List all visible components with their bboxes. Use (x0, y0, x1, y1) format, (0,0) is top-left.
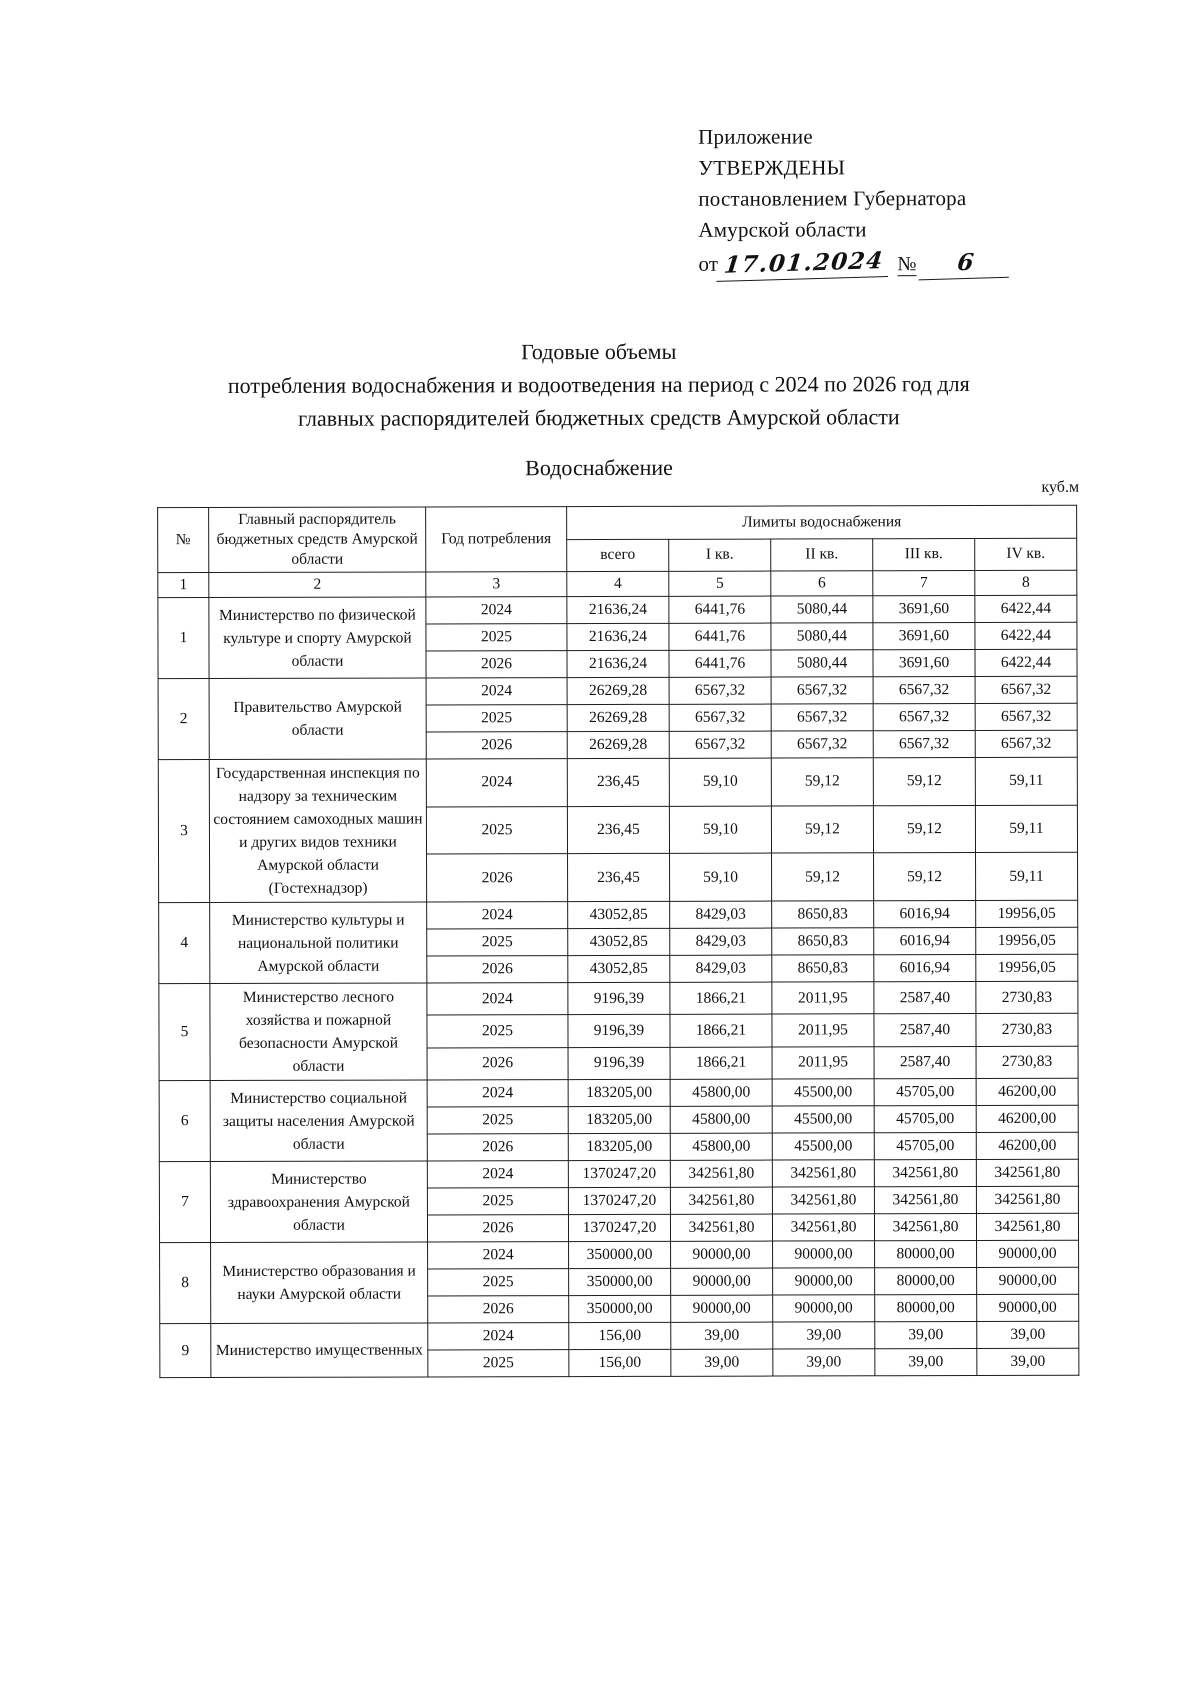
cell-q3: 6016,94 (874, 901, 976, 928)
cell-q2: 39,00 (773, 1322, 875, 1349)
cell-total: 26269,28 (567, 677, 669, 704)
cell-total: 43052,85 (568, 928, 670, 955)
cell-q4: 6422,44 (975, 622, 1077, 649)
cell-q2: 45500,00 (772, 1079, 874, 1106)
cell-q3: 45705,00 (874, 1106, 976, 1133)
row-index: 5 (159, 984, 210, 1081)
cell-q3: 6567,32 (873, 731, 975, 758)
cell-total: 236,45 (567, 758, 669, 806)
cell-year: 2024 (427, 983, 568, 1016)
cell-q2: 5080,44 (771, 596, 873, 623)
cell-total: 43052,85 (568, 901, 670, 928)
cell-year: 2024 (426, 759, 567, 807)
cell-q4: 6567,32 (975, 730, 1077, 757)
section-subtitle: Водоснабжение (525, 454, 673, 481)
cell-year: 2026 (427, 956, 568, 983)
cell-year: 2024 (428, 1323, 569, 1350)
cell-q1: 39,00 (671, 1322, 773, 1349)
colnum-1: 1 (158, 573, 209, 598)
cell-q4: 19956,05 (976, 900, 1078, 927)
approval-line-1: Приложение (698, 124, 813, 149)
cell-q1: 6567,32 (669, 731, 771, 758)
cell-total: 9196,39 (568, 1047, 670, 1080)
header-organization: Главный распорядитель бюджетных средств Амурской области (209, 507, 426, 573)
colnum-2: 2 (209, 572, 426, 598)
cell-total: 21636,24 (567, 623, 669, 650)
cell-total: 236,45 (567, 806, 669, 854)
cell-q4: 90000,00 (977, 1267, 1079, 1294)
cell-q2: 39,00 (773, 1349, 875, 1376)
cell-total: 350000,00 (569, 1268, 671, 1295)
cell-q4: 6422,44 (975, 649, 1077, 676)
cell-year: 2025 (427, 1015, 568, 1048)
cell-year: 2024 (427, 1080, 568, 1107)
organization-name: Министерство культуры и национальной политики Амурской области (210, 902, 427, 984)
cell-total: 21636,24 (567, 596, 669, 623)
header-q3: III кв. (873, 538, 975, 571)
cell-year: 2025 (426, 624, 567, 651)
water-supply-table (157, 505, 1079, 1378)
cell-year: 2025 (427, 1107, 568, 1134)
cell-q1: 90000,00 (671, 1241, 773, 1268)
cell-total: 1370247,20 (568, 1160, 670, 1187)
header-q4: IV кв. (975, 538, 1077, 571)
cell-q2: 342561,80 (772, 1187, 874, 1214)
cell-q3: 6567,32 (873, 677, 975, 704)
cell-q4: 6567,32 (975, 676, 1077, 703)
cell-q1: 8429,03 (670, 901, 772, 928)
cell-total: 43052,85 (568, 955, 670, 982)
row-index: 1 (158, 598, 209, 679)
cell-q3: 59,12 (873, 758, 975, 806)
cell-year: 2025 (428, 1269, 569, 1296)
table-row (158, 757, 1077, 807)
table-row (160, 1240, 1079, 1269)
organization-name: Министерство по физической культуре и спорту Амурской области (209, 597, 426, 679)
cell-year: 2024 (426, 597, 567, 624)
header-q1: I кв. (669, 539, 771, 572)
cell-total: 26269,28 (567, 704, 669, 731)
approval-line-2: УТВЕРЖДЕНЫ (698, 155, 846, 180)
cell-year: 2026 (427, 1215, 568, 1242)
cell-q3: 80000,00 (875, 1268, 977, 1295)
cell-q1: 8429,03 (670, 955, 772, 982)
cell-year: 2026 (427, 854, 568, 902)
cell-year: 2026 (428, 1296, 569, 1323)
cell-total: 350000,00 (569, 1241, 671, 1268)
water-supply-table-wrapper (157, 505, 1079, 1378)
table-header (158, 505, 1077, 597)
title-line-2: потребления водоснабжения и водоотведения на период с 2024 по 2026 год для (227, 371, 970, 398)
table-column-numbers-row (158, 570, 1077, 597)
cell-q3: 2587,40 (874, 1014, 976, 1047)
cell-total: 350000,00 (569, 1295, 671, 1322)
cell-q1: 6441,76 (669, 623, 771, 650)
organization-name: Правительство Амурской области (209, 678, 426, 760)
row-index: 6 (159, 1081, 210, 1162)
cell-total: 9196,39 (568, 982, 670, 1015)
cell-q3: 6016,94 (874, 928, 976, 955)
cell-total: 1370247,20 (568, 1214, 670, 1241)
cell-total: 9196,39 (568, 1015, 670, 1048)
cell-year: 2025 (426, 705, 567, 732)
table-body (158, 595, 1079, 1377)
table-row (158, 595, 1077, 624)
cell-q2: 342561,80 (772, 1214, 874, 1241)
cell-q1: 45800,00 (670, 1106, 772, 1133)
cell-q3: 2587,40 (874, 1046, 976, 1079)
cell-total: 183205,00 (568, 1079, 670, 1106)
cell-q4: 19956,05 (976, 954, 1078, 981)
cell-q3: 45705,00 (874, 1133, 976, 1160)
cell-q1: 6441,76 (669, 596, 771, 623)
cell-q2: 90000,00 (773, 1241, 875, 1268)
organization-name: Министерство образования и науки Амурской области (211, 1242, 428, 1324)
cell-q3: 80000,00 (875, 1241, 977, 1268)
cell-q4: 46200,00 (976, 1132, 1078, 1159)
cell-total: 183205,00 (568, 1106, 670, 1133)
number-label: № (897, 253, 917, 276)
cell-year: 2025 (427, 929, 568, 956)
approval-line-4: Амурской области (698, 217, 867, 242)
cell-q1: 59,10 (669, 758, 771, 806)
header-total: всего (567, 539, 669, 572)
organization-name: Министерство здравоохранения Амурской области (210, 1161, 427, 1243)
cell-q2: 90000,00 (773, 1268, 875, 1295)
cell-q3: 6567,32 (873, 704, 975, 731)
approval-line-3: постановлением Губернатора (698, 186, 967, 211)
from-label: от (698, 251, 719, 276)
cell-q4: 90000,00 (977, 1294, 1079, 1321)
cell-q2: 6567,32 (771, 704, 873, 731)
cell-q4: 39,00 (977, 1321, 1079, 1348)
organization-name: Министерство лесного хозяйства и пожарной безопасности Амурской области (210, 983, 427, 1081)
cell-q3: 3691,60 (873, 650, 975, 677)
cell-q3: 3691,60 (873, 623, 975, 650)
cell-total: 236,45 (568, 854, 670, 902)
cell-q4: 6567,32 (975, 703, 1077, 730)
cell-q1: 1866,21 (670, 1014, 772, 1047)
organization-name: Государственная инспекция по надзору за техническим состоянием самоходных машин и других видов техники Амурской области (Гостехнадзор) (209, 759, 426, 903)
cell-q1: 6567,32 (669, 704, 771, 731)
handwritten-number: 6 (919, 246, 1013, 281)
cell-q3: 59,12 (873, 805, 975, 853)
row-index: 8 (160, 1243, 211, 1324)
cell-q4: 342561,80 (976, 1186, 1078, 1213)
header-number: № (158, 508, 209, 573)
cell-q1: 45800,00 (670, 1079, 772, 1106)
cell-q1: 342561,80 (670, 1187, 772, 1214)
colnum-4: 4 (567, 571, 669, 596)
cell-year: 2024 (426, 678, 567, 705)
cell-q2: 5080,44 (771, 650, 873, 677)
cell-q4: 342561,80 (976, 1213, 1078, 1240)
cell-q1: 90000,00 (671, 1268, 773, 1295)
row-index: 3 (158, 760, 209, 903)
cell-q4: 59,11 (975, 805, 1077, 853)
cell-q2: 8650,83 (772, 901, 874, 928)
approval-header (698, 121, 1118, 281)
document-title (0, 333, 1199, 435)
cell-q3: 342561,80 (874, 1187, 976, 1214)
cell-year: 2026 (426, 732, 567, 759)
colnum-7: 7 (873, 571, 975, 596)
cell-q2: 6567,32 (771, 731, 873, 758)
colnum-5: 5 (669, 571, 771, 596)
cell-q1: 45800,00 (670, 1133, 772, 1160)
cell-q3: 342561,80 (874, 1160, 976, 1187)
cell-q1: 6567,32 (669, 677, 771, 704)
cell-q2: 2011,95 (772, 982, 874, 1015)
cell-year: 2026 (427, 1047, 568, 1080)
cell-q2: 2011,95 (772, 1014, 874, 1047)
cell-q1: 342561,80 (670, 1214, 772, 1241)
handwritten-date: 17.01.2024 (716, 245, 891, 282)
row-index: 7 (159, 1162, 210, 1243)
cell-q2: 2011,95 (772, 1046, 874, 1079)
cell-q4: 19956,05 (976, 927, 1078, 954)
header-limits-group: Лимиты водоснабжения (567, 505, 1077, 539)
row-index: 9 (160, 1324, 211, 1378)
cell-q2: 5080,44 (771, 623, 873, 650)
cell-q1: 1866,21 (670, 982, 772, 1015)
cell-q1: 8429,03 (670, 928, 772, 955)
table-row (159, 900, 1078, 929)
cell-year: 2025 (426, 806, 567, 854)
organization-name: Министерство социальной защиты населения Амурской области (210, 1080, 427, 1162)
cell-q4: 2730,83 (976, 1014, 1078, 1047)
cell-total: 156,00 (569, 1349, 671, 1376)
title-line-1: Годовые объемы (521, 338, 677, 365)
cell-year: 2024 (427, 1161, 568, 1188)
cell-q2: 8650,83 (772, 928, 874, 955)
cell-q4: 46200,00 (976, 1105, 1078, 1132)
cell-q4: 90000,00 (977, 1240, 1079, 1267)
cell-q3: 6016,94 (874, 955, 976, 982)
cell-q2: 59,12 (771, 758, 873, 806)
cell-q2: 90000,00 (773, 1295, 875, 1322)
cell-year: 2025 (427, 1188, 568, 1215)
row-index: 4 (159, 903, 210, 984)
cell-q3: 342561,80 (874, 1214, 976, 1241)
title-line-3: главных распорядителей бюджетных средств Амурской области (298, 404, 900, 431)
colnum-8: 8 (975, 570, 1077, 595)
cell-year: 2026 (426, 651, 567, 678)
cell-year: 2025 (428, 1350, 569, 1377)
table-header-row-1 (158, 505, 1077, 540)
cell-q1: 6441,76 (669, 650, 771, 677)
cell-q3: 45705,00 (874, 1079, 976, 1106)
cell-q3: 59,12 (874, 853, 976, 901)
cell-q2: 6567,32 (771, 677, 873, 704)
cell-q4: 39,00 (977, 1348, 1079, 1375)
row-index: 2 (158, 679, 209, 760)
table-row (159, 1159, 1078, 1188)
table-row (159, 1078, 1078, 1107)
cell-total: 26269,28 (567, 731, 669, 758)
organization-name: Министерство имущественных (211, 1323, 428, 1378)
cell-q4: 46200,00 (976, 1078, 1078, 1105)
cell-q2: 342561,80 (772, 1160, 874, 1187)
cell-q3: 39,00 (875, 1349, 977, 1376)
cell-total: 21636,24 (567, 650, 669, 677)
cell-q4: 59,11 (976, 853, 1078, 901)
cell-q4: 342561,80 (976, 1159, 1078, 1186)
cell-q2: 45500,00 (772, 1133, 874, 1160)
header-q2: II кв. (771, 538, 873, 571)
cell-q1: 342561,80 (670, 1160, 772, 1187)
cell-q1: 1866,21 (670, 1047, 772, 1080)
cell-q4: 2730,83 (976, 981, 1078, 1014)
cell-q1: 59,10 (670, 853, 772, 901)
cell-q3: 2587,40 (874, 982, 976, 1015)
cell-q4: 6422,44 (975, 595, 1077, 622)
cell-q4: 59,11 (975, 757, 1077, 805)
cell-total: 156,00 (569, 1322, 671, 1349)
cell-total: 1370247,20 (568, 1187, 670, 1214)
cell-year: 2024 (428, 1242, 569, 1269)
cell-year: 2024 (427, 902, 568, 929)
cell-q2: 59,12 (772, 853, 874, 901)
cell-year: 2026 (427, 1134, 568, 1161)
cell-q2: 45500,00 (772, 1106, 874, 1133)
table-row (159, 981, 1078, 1016)
cell-q3: 80000,00 (875, 1295, 977, 1322)
cell-q2: 59,12 (771, 805, 873, 853)
unit-of-measure: куб.м (1041, 478, 1080, 496)
colnum-3: 3 (426, 572, 567, 597)
cell-q3: 39,00 (875, 1322, 977, 1349)
table-row (160, 1321, 1079, 1350)
cell-q1: 39,00 (671, 1349, 773, 1376)
document-date-number (698, 247, 1118, 281)
cell-q3: 3691,60 (873, 596, 975, 623)
cell-total: 183205,00 (568, 1133, 670, 1160)
cell-q4: 2730,83 (976, 1046, 1078, 1079)
cell-q1: 90000,00 (671, 1295, 773, 1322)
table-row (158, 676, 1077, 705)
cell-q1: 59,10 (669, 806, 771, 854)
header-year: Год потребления (426, 507, 567, 572)
cell-q2: 8650,83 (772, 955, 874, 982)
colnum-6: 6 (771, 571, 873, 596)
